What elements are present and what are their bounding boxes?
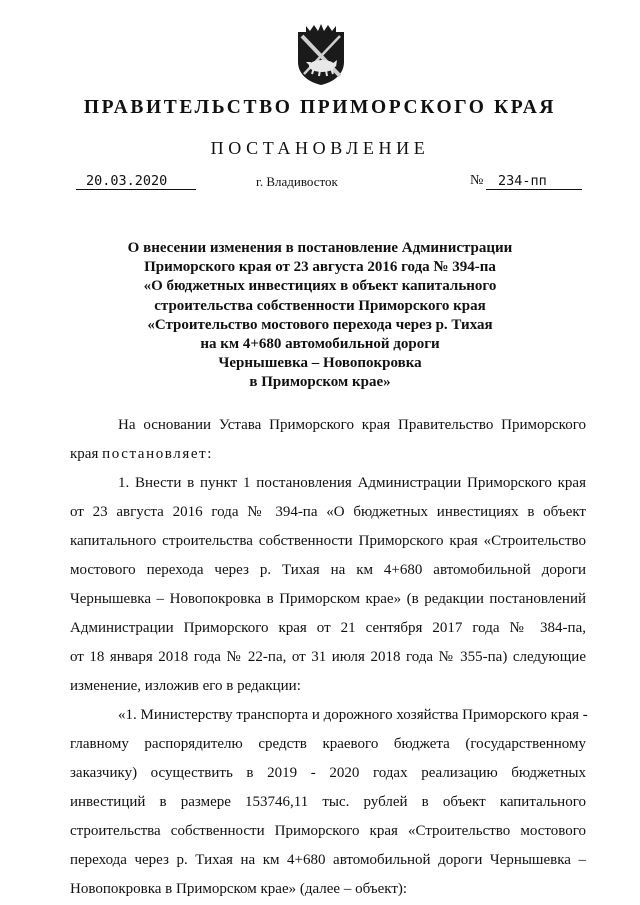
body-line: Администрации Приморского края от 21 сентября 2017 года № 384-па,	[70, 620, 586, 636]
body-line: строительства собственности Приморского края «Строительство мостового	[70, 823, 586, 839]
paragraph-preamble	[70, 411, 586, 469]
document-date: 20.03.2020	[76, 173, 196, 190]
body-line: капитального строительства собственности Приморского края «Строительство	[70, 533, 586, 549]
subject-line: О внесении изменения в постановление Администрации	[127, 240, 513, 256]
body-line: Новопокровка в Приморском крае» (далее – объект):	[70, 881, 408, 897]
body-line: инвестиций в размере 153746,11 тыс. рублей в объект капитального	[70, 794, 586, 810]
subject-line: на км 4+680 автомобильной дороги	[200, 336, 440, 353]
body-line: 1. Внести в пункт 1 постановления Администрации Приморского края	[118, 475, 586, 491]
paragraph-item-1	[70, 469, 586, 701]
paragraph-quoted-item	[70, 701, 586, 904]
body-line	[70, 440, 586, 469]
body-line: На основании Устава Приморского края Правительство Приморского	[118, 417, 586, 433]
coat-of-arms-emblem	[296, 22, 346, 86]
body-line: от 23 августа 2016 года № 394-па «О бюджетных инвестициях в объект	[70, 504, 586, 520]
body-line: перехода через р. Тихая на км 4+680 автомобильной дороги Чернышевка –	[70, 852, 586, 868]
subject-line: в Приморском крае»	[249, 374, 391, 391]
body-line: изменение, изложив его в редакции:	[70, 678, 301, 694]
body-line: заказчику) осуществить в 2019 - 2020 годах реализацию бюджетных	[70, 765, 586, 781]
document-subject	[100, 239, 540, 393]
resolution-word: постановляет:	[102, 446, 214, 462]
document-type: ПОСТАНОВЛЕНИЕ	[210, 138, 430, 158]
subject-line: «Строительство мостового перехода через р. Тихая	[147, 316, 493, 333]
body-line-part: края	[70, 446, 99, 462]
document-number-label: №	[470, 173, 484, 188]
document-place: г. Владивосток	[256, 174, 338, 189]
body-line: мостового перехода через р. Тихая на км 4+680 автомобильной дороги	[70, 562, 586, 578]
subject-line: «О бюджетных инвестициях в объект капитального	[143, 278, 497, 295]
government-title: ПРАВИТЕЛЬСТВО ПРИМОРСКОГО КРАЯ	[83, 97, 557, 118]
body-line: «1. Министерству транспорта и дорожного хозяйства Приморского края -	[118, 707, 588, 723]
body-line: от 18 января 2018 года № 22-па, от 31 июля 2018 года № 355-па) следующие	[70, 649, 586, 665]
document-number: 234-пп	[486, 173, 582, 190]
body-line: Чернышевка – Новопокровка в Приморском крае» (в редакции постановлений	[70, 591, 586, 607]
subject-line: строительства собственности Приморского края	[154, 297, 486, 314]
body-line: главному распорядителю средств краевого бюджета (государственному	[70, 736, 586, 752]
subject-line: Чернышевка – Новопокровка	[218, 355, 422, 372]
subject-line: Приморского края от 23 августа 2016 года № 394-па	[144, 259, 496, 276]
document-body	[70, 411, 586, 904]
